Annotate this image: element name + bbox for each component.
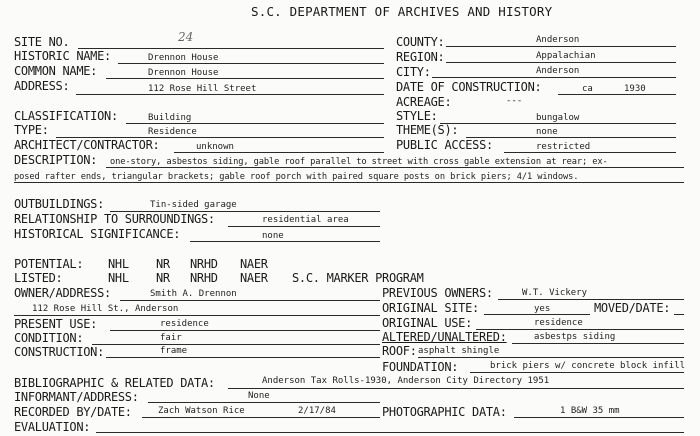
evaluation-label: EVALUATION:: [14, 420, 91, 434]
county-label: COUNTY:: [396, 35, 445, 49]
original-site-value: yes: [534, 304, 551, 314]
potential-naer: NAER: [240, 257, 268, 271]
significance-line: [190, 241, 380, 242]
outbuildings-value: Tin-sided garage: [150, 200, 237, 210]
recorded-label: RECORDED BY/DATE:: [14, 405, 132, 419]
significance-value: none: [262, 231, 284, 241]
outbuildings-label: OUTBUILDINGS:: [14, 197, 105, 211]
recorded-line: [142, 417, 380, 418]
informant-value: None: [248, 391, 270, 401]
photo-line: [514, 417, 684, 418]
present-use-label: PRESENT USE:: [14, 317, 98, 331]
style-line: [440, 123, 676, 124]
marker-program-label: S.C. MARKER PROGRAM: [292, 271, 424, 285]
address-label: ADDRESS:: [14, 79, 70, 93]
common-name-value: Drennon House: [148, 68, 219, 78]
architect-line: [174, 152, 384, 153]
type-value: Residence: [148, 127, 197, 137]
description-line-2: posed rafter ends, triangular brackets; gable roof porch with paired square posts on brick piers; 4/1 windows.: [14, 172, 579, 182]
city-label: CITY:: [396, 65, 431, 79]
relationship-value: residential area: [262, 215, 349, 225]
original-site-line: [484, 314, 590, 315]
altered-line: [512, 343, 684, 344]
significance-label: HISTORICAL SIGNIFICANCE:: [14, 227, 181, 241]
listed-nhl: NHL: [108, 271, 129, 285]
biblio-value: Anderson Tax Rolls-1930, Anderson City Directory 1951: [262, 376, 550, 386]
architect-value: unknown: [196, 142, 234, 152]
evaluation-line: [96, 432, 684, 433]
original-site-label: ORIGINAL SITE:: [382, 301, 479, 315]
owner-address-line: [14, 315, 380, 316]
photo-label: PHOTOGRAPHIC DATA:: [382, 405, 507, 419]
relationship-line: [228, 226, 380, 227]
date-year-value: 1930: [624, 84, 646, 94]
public-access-label: PUBLIC ACCESS:: [396, 138, 493, 152]
foundation-value: brick piers w/ concrete block infill: [490, 361, 686, 371]
construction-label: CONSTRUCTION:: [14, 345, 105, 359]
condition-line: [92, 344, 380, 345]
description-line-1: one-story, asbestos siding, gable roof parallel to street with cross gable extension at rear; ex-: [110, 157, 608, 167]
style-value: bungalow: [536, 113, 580, 123]
architect-label: ARCHITECT/CONTRACTOR:: [14, 138, 160, 152]
relationship-label: RELATIONSHIP TO SURROUNDINGS:: [14, 212, 215, 226]
informant-label: INFORMANT/ADDRESS:: [14, 390, 139, 404]
moved-date-label: MOVED/DATE:: [594, 301, 671, 315]
acreage-value: ---: [506, 96, 523, 106]
original-use-value: residence: [534, 318, 583, 328]
roof-line: [418, 357, 684, 358]
region-label: REGION:: [396, 50, 445, 64]
historic-name-line: [118, 63, 384, 64]
construction-value: frame: [160, 346, 188, 356]
recorded-date-value: 2/17/84: [298, 406, 336, 416]
county-line: [446, 46, 676, 47]
previous-owners-line: [498, 299, 684, 300]
condition-label: CONDITION:: [14, 331, 84, 345]
county-value: Anderson: [536, 35, 580, 45]
previous-owners-value: W.T. Vickery: [522, 288, 588, 298]
acreage-label: ACREAGE:: [396, 95, 452, 109]
address-value: 112 Rose Hill Street: [148, 84, 257, 94]
public-access-value: restricted: [536, 142, 591, 152]
owner-value: Smith A. Drennon: [150, 289, 237, 299]
date-line: [558, 94, 676, 95]
classification-line: [126, 123, 384, 124]
previous-owners-label: PREVIOUS OWNERS:: [382, 286, 493, 300]
form-header: S.C. DEPARTMENT OF ARCHIVES AND HISTORY: [251, 4, 553, 19]
biblio-label: BIBLIOGRAPHIC & RELATED DATA:: [14, 376, 215, 390]
listed-nr: NR: [156, 271, 170, 285]
altered-label: ALTERED/UNALTERED:: [382, 330, 507, 344]
potential-nr: NR: [156, 257, 170, 271]
listed-nrhd: NRHD: [190, 271, 218, 285]
original-use-line: [476, 329, 684, 330]
historic-name-value: Drennon House: [148, 53, 219, 63]
recorded-by-value: Zach Watson Rice: [158, 406, 245, 416]
informant-line: [148, 402, 380, 403]
description-label: DESCRIPTION:: [14, 153, 98, 167]
description-rule-1: [106, 167, 684, 168]
historic-name-label: HISTORIC NAME:: [14, 49, 111, 63]
potential-nrhd: NRHD: [190, 257, 218, 271]
foundation-line: [470, 372, 684, 373]
original-use-label: ORIGINAL USE:: [382, 316, 473, 330]
site-no-line: [78, 48, 384, 49]
owner-address-value: 112 Rose Hill St., Anderson: [32, 304, 179, 314]
style-label: STYLE:: [396, 109, 438, 123]
common-name-label: COMMON NAME:: [14, 64, 98, 78]
theme-line: [466, 137, 676, 138]
theme-label: THEME(S):: [396, 123, 459, 137]
listed-label: LISTED:: [14, 271, 63, 285]
type-label: TYPE:: [14, 123, 49, 137]
potential-label: POTENTIAL:: [14, 257, 84, 271]
date-ca-value: ca: [582, 84, 593, 94]
city-value: Anderson: [536, 66, 580, 76]
biblio-line: [228, 388, 684, 389]
photo-value: 1 B&W 35 mm: [560, 406, 620, 416]
classification-value: Building: [148, 113, 192, 123]
region-line: [446, 62, 676, 63]
moved-date-line: [674, 314, 684, 315]
condition-value: fair: [160, 333, 182, 343]
city-line: [432, 77, 676, 78]
listed-naer: NAER: [240, 271, 268, 285]
site-no-value: 24: [178, 30, 194, 44]
owner-label: OWNER/ADDRESS:: [14, 286, 111, 300]
common-name-line: [106, 78, 384, 79]
description-rule-2: [14, 182, 684, 183]
classification-label: CLASSIFICATION:: [14, 109, 118, 123]
region-value: Appalachian: [536, 51, 596, 61]
date-label: DATE OF CONSTRUCTION:: [396, 80, 542, 94]
foundation-label: FOUNDATION:: [382, 360, 459, 374]
site-no-label: SITE NO.: [14, 35, 70, 49]
roof-label: ROOF:: [382, 344, 417, 358]
present-use-value: residence: [160, 319, 209, 329]
potential-nhl: NHL: [108, 257, 129, 271]
present-use-line: [110, 330, 380, 331]
altered-value: asbestps siding: [534, 332, 616, 342]
public-access-line: [504, 152, 676, 153]
theme-value: none: [536, 127, 558, 137]
construction-line: [106, 357, 380, 358]
owner-line: [120, 300, 380, 301]
address-line: [76, 94, 384, 95]
roof-value: asphalt shingle: [418, 346, 500, 356]
